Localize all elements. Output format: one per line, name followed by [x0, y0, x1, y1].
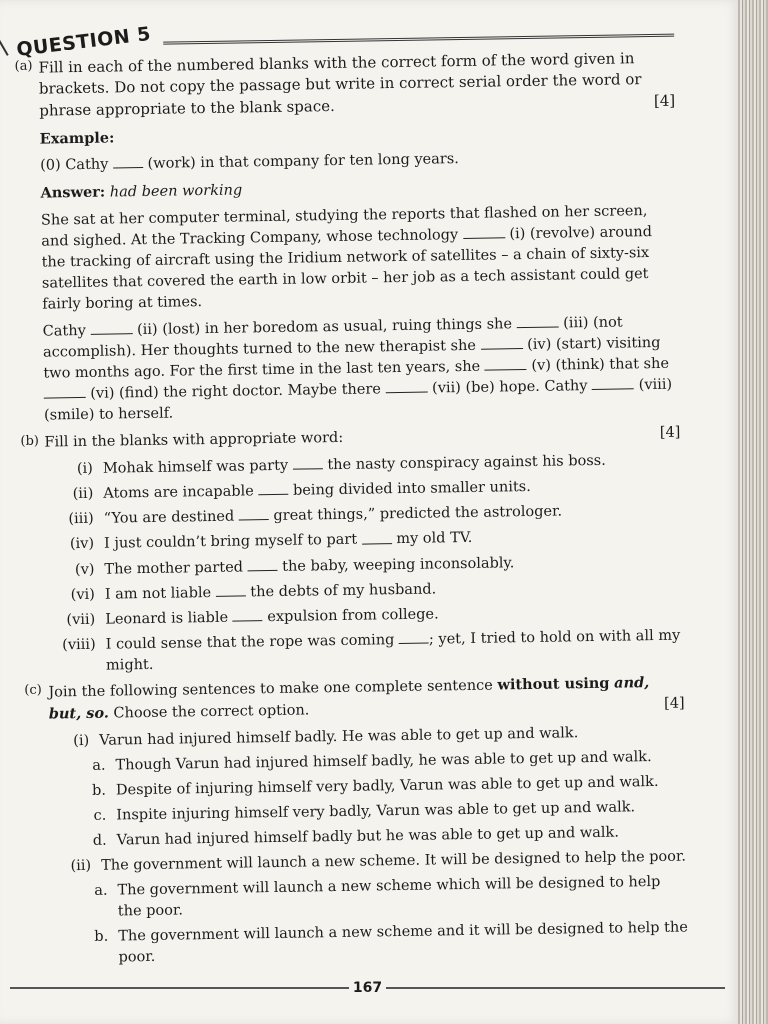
section-b-items — [53, 450, 684, 677]
footer-rule-left — [10, 987, 349, 989]
question-title: QUESTION 5 — [15, 22, 153, 61]
header-rule — [163, 34, 674, 45]
list-item: (ii) Atoms are incapable being divided into smaller units. — [72, 479, 531, 503]
section-a — [14, 47, 680, 433]
option-item: d. Varun had injured himself badly but he was able to get up and walk. — [92, 824, 620, 849]
example-sentence: (0) Cathy (work) in that company for ten long years. — [40, 150, 459, 174]
list-item: (vi) I am not liable the debts of my husband. — [70, 581, 437, 603]
list-item: (i) Mohak himself was party the nasty conspiracy against his boss. — [76, 453, 606, 478]
section-c — [24, 671, 689, 974]
section-a-marks: [4] — [653, 91, 676, 111]
footer-rule-right — [386, 987, 725, 989]
option-item: a. Though Varun had injured himself badly, he was able to get up and walk. — [92, 748, 652, 774]
section-b-instruction: Fill in the blanks with appropriate word: — [44, 430, 344, 451]
passage-paragraph-1: She sat at her computer terminal, studying the reports that flashed on her screen, and sighed. At the Tracking Company, whose technology (i) (revolve) around the tracking of aircraft using the Iridium network of satellites – a chain of sixty-six satellites that covered the earth in low orbit – her job as a tech assistant could get fairly boring at times. — [40, 202, 653, 313]
list-item: (viii) I could sense that the rope was coming ; yet, I tried to hold on with all my might. — [62, 627, 681, 674]
section-b-tag: (b) — [20, 433, 40, 450]
book-spine — [738, 0, 768, 1024]
section-a-tag: (a) — [14, 58, 33, 74]
option-item: a. The government will launch a new scheme which will be designed to help the poor. — [94, 873, 661, 920]
example-answer: Answer: had been working — [40, 182, 243, 202]
example-label: Example: — [39, 129, 115, 148]
section-b — [20, 423, 684, 682]
section-c-instruction: Join the following sentences to make one complete sentence without using and, but, so. Choose the correct option. [4] — [48, 673, 685, 723]
option-item: b. The government will launch a new scheme and it will be designed to help the poor. — [94, 919, 688, 966]
question-c-2: (ii) The government will launch a new scheme. It will be designed to help the poor. — [70, 848, 687, 875]
list-item: (iii) “You are destined great things,” predicted the astrologer. — [68, 503, 563, 528]
option-item: b. Despite of injuring himself very badly, Varun was able to get up and walk. — [91, 773, 659, 799]
page-footer — [10, 980, 725, 996]
section-b-marks: [4] — [659, 424, 681, 442]
passage-paragraph-2: Cathy (ii) (lost) in her boredom as usual, ruing things she (iii) (not accomplish). Her thoughts turned to the new therapist she (iv) (start) visiting two months ago. For the first time in the last ten years, she (v) (think) that she (vi) (find) the right doctor. Maybe there (vii) (be) hope. Cathy (viii) (smile) to herself. — [42, 314, 673, 424]
question-c-1: (i) Varun had injured himself badly. He was able to get up and walk. — [73, 725, 579, 750]
section-a-instruction: Fill in each of the numbered blanks with the correct form of the word given in brackets. Do not copy the passage but write in correct serial order the word or phrase appropriate to the blank space. — [38, 48, 642, 120]
section-c-tag: (c) — [24, 682, 42, 698]
list-item: (iv) I just couldn’t bring myself to part my old TV. — [69, 530, 473, 553]
question-content — [14, 20, 689, 974]
list-item: (v) The mother parted the baby, weeping inconsolably. — [74, 554, 515, 578]
section-c-marks: [4] — [663, 695, 685, 712]
option-item: c. Inspite injuring himself very badly, Varun was able to get up and walk. — [93, 799, 636, 824]
list-item: (vii) Leonard is liable expulsion from college. — [66, 606, 439, 628]
page-number: 167 — [352, 980, 383, 996]
